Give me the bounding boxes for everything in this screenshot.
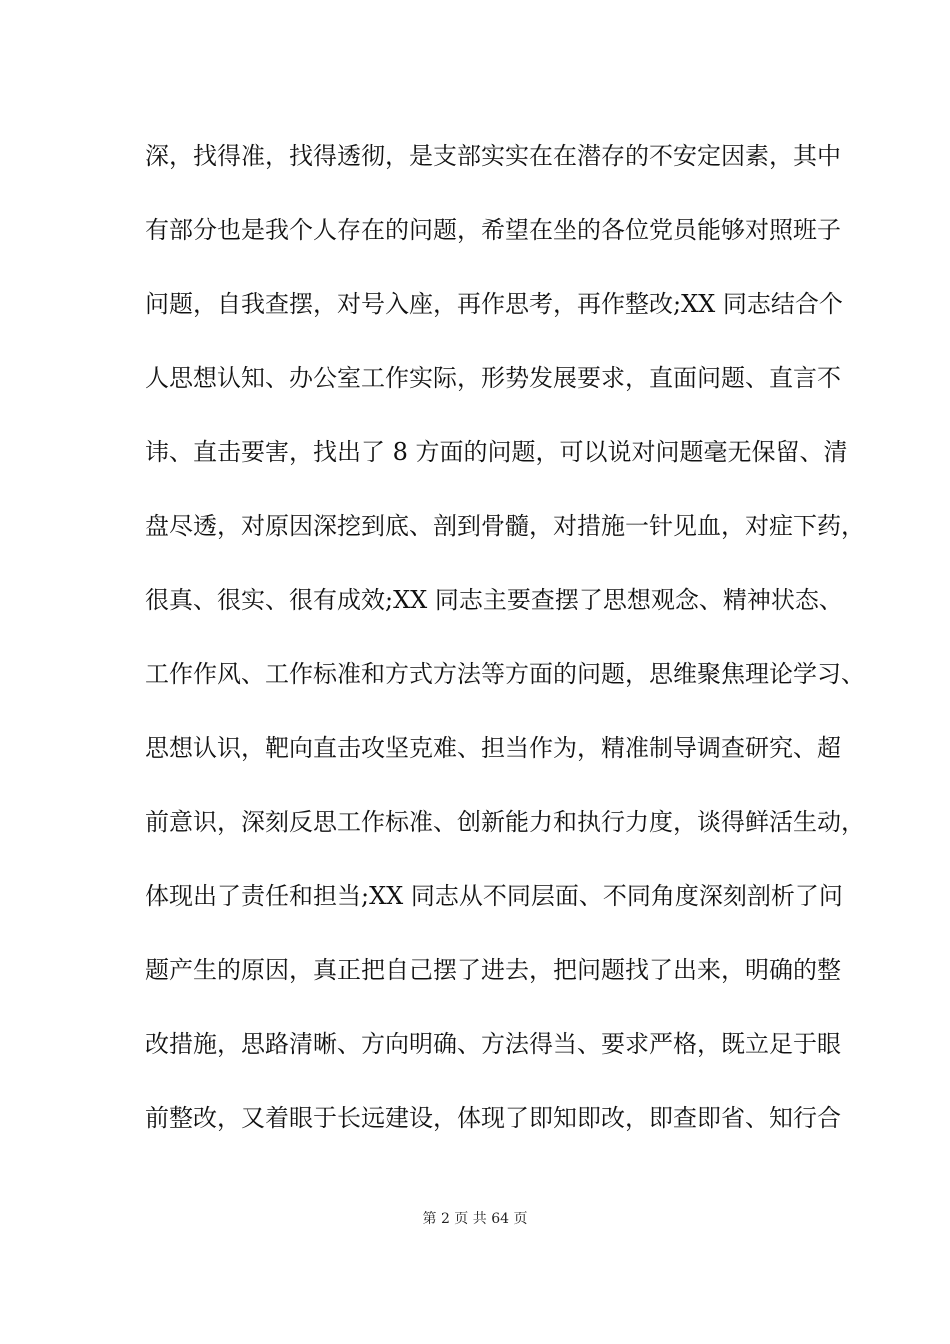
- text-line: 深，找得准，找得透彻，是支部实实在在潜存的不安定因素，其中: [145, 142, 841, 170]
- text-line: 体现出了责任和担当;XX 同志从不同层面、不同角度深刻剖析了问: [145, 882, 843, 910]
- text-line: 前整改，又着眼于长远建设，体现了即知即改，即查即省、知行合: [145, 1104, 841, 1132]
- text-line: 改措施，思路清晰、方向明确、方法得当、要求严格，既立足于眼: [145, 1030, 841, 1058]
- text-line: 讳、直击要害，找出了 8 方面的问题，可以说对问题毫无保留、清: [145, 438, 848, 466]
- text-line: 很真、很实、很有成效;XX 同志主要查摆了思想观念、精神状态、: [145, 586, 843, 614]
- page-footer: 第 2 页 共 64 页: [422, 1211, 528, 1227]
- text-line: 有部分也是我个人存在的问题，希望在坐的各位党员能够对照班子: [145, 216, 841, 244]
- body-text: [145, 133, 865, 1169]
- text-line: 前意识，深刻反思工作标准、创新能力和执行力度，谈得鲜活生动，: [145, 808, 865, 836]
- text-line: 问题，自我查摆，对号入座，再作思考，再作整改;XX 同志结合个: [145, 290, 843, 318]
- text-line: 思想认识，靶向直击攻坚克难、担当作为，精准制导调查研究、超: [145, 734, 841, 762]
- text-line: 盘尽透，对原因深挖到底、剖到骨髓，对措施一针见血，对症下药，: [145, 512, 865, 540]
- text-line: 工作作风、工作标准和方式方法等方面的问题，思维聚焦理论学习、: [145, 660, 865, 688]
- text-line: 题产生的原因，真正把自己摆了进去，把问题找了出来，明确的整: [145, 956, 841, 984]
- text-line: 人思想认知、办公室工作实际，形势发展要求，直面问题、直言不: [145, 364, 841, 392]
